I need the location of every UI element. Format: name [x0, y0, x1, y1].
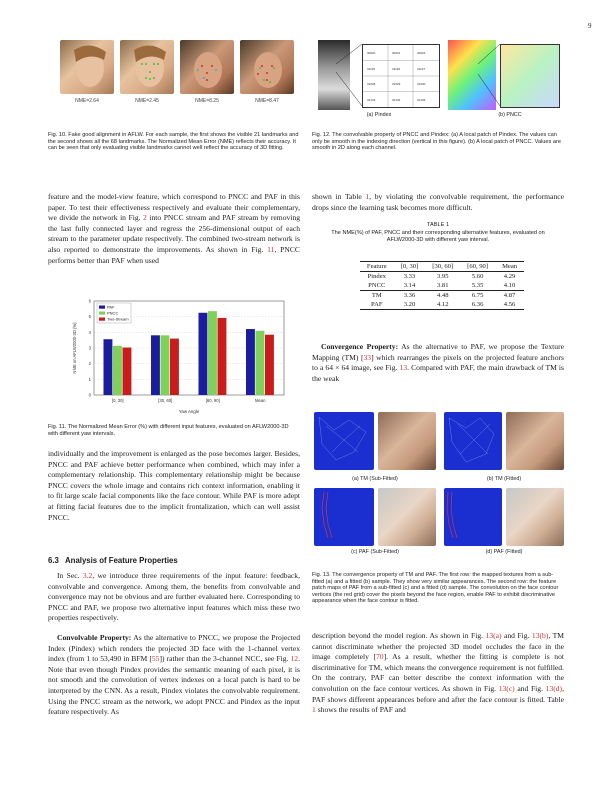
ref-link[interactable]: 70	[376, 652, 384, 662]
table-header-cell: [60, 90]	[460, 262, 495, 272]
right-paragraph-3	[312, 631, 564, 716]
text-run: , PAF shows different appearances before and after the face contour is fitted. Table	[312, 683, 564, 704]
text-run: , by violating the convolvable requirement, the performance drops since the learning task becomes more difficult.	[312, 192, 564, 212]
tm-subfitted-texture	[314, 412, 374, 470]
bar-two-stream	[123, 348, 132, 395]
text-run: ]) rather than the 3-channel NCC, see Fig.	[159, 654, 291, 664]
face-sketch-1	[60, 40, 114, 94]
bar-pncc	[113, 346, 122, 395]
legend-label: PAF	[107, 304, 115, 310]
left-paragraph-1	[48, 192, 300, 266]
table-row	[360, 291, 524, 301]
tm-fitted-texture	[444, 412, 502, 470]
mesh-overlay	[314, 412, 374, 470]
fig13-row2	[314, 488, 564, 546]
fig13-row1	[314, 412, 564, 472]
fig12-sub-b: (b) PNCC	[498, 112, 522, 118]
pindex-grid	[363, 45, 439, 107]
svg-text:31127: 31127	[417, 67, 426, 71]
face-image-2	[120, 40, 174, 94]
table1-caption: The NME(%) of PAF, PNCC and their corresponding alternative features, evaluated on AFLW2000-3D with different yaw interval.	[331, 230, 545, 243]
paragraph-heading: Convolvable Property:	[57, 633, 132, 642]
text-run: As the alternative to PAF, we propose the Texture Mapping (TM) [	[312, 342, 564, 362]
ref-link[interactable]: 2	[143, 213, 147, 223]
fig13-sub-a: (a) TM (Sub-Fitted)	[352, 476, 398, 482]
y-tick-label: 5	[88, 314, 91, 320]
table-cell: 3.81	[425, 281, 460, 291]
face-image-1	[60, 40, 114, 94]
nme-label-4: NME=8.47	[255, 98, 279, 104]
table-cell: PNCC	[360, 281, 394, 291]
svg-text:32134: 32134	[392, 98, 401, 102]
table-cell: 5.35	[460, 281, 495, 291]
pindex-zoom-table	[362, 44, 440, 108]
face-landmarks-4	[240, 40, 294, 94]
table-header-row	[360, 262, 524, 272]
y-tick-label: 1	[88, 376, 91, 382]
text-run: . Note that even though Pindex provides the semantic meaning of each pixel, it is not smooth and the convolution of vertex indexes on a local patch is hard to be interpreted by the CNN. As a result, Pindex violates the convolvable requirement. Using the PNCC stream as the network, we adopt PNCC and Pindex as the input feature respectively. As	[48, 654, 300, 717]
table-cell: PAF	[360, 300, 394, 310]
x-tick-label: [30, 60]	[158, 398, 173, 403]
table-row	[360, 300, 524, 310]
svg-text:31628: 31628	[367, 82, 376, 86]
face-image-4	[240, 40, 294, 94]
text-run: , PNCC performs better than PAF when used	[48, 244, 300, 265]
tm-fitted-face	[506, 412, 564, 470]
chart-svg	[68, 297, 290, 417]
paf-contour-grid	[314, 488, 374, 546]
bar-paf	[246, 329, 255, 395]
text-run: , we introduce three requirements of the input feature: feedback, convolvable and convergence. Among them, the benefits from convolvable and convergence may not be obvious and are further evaluated here. Corresponding to PNCC and PAF, we propose two alternative input features which miss these two properties respectively.	[48, 571, 300, 623]
table-cell: 4.29	[503, 273, 516, 280]
fig12-pindex-panel	[318, 40, 440, 110]
nme-label-2: NME=2.45	[135, 98, 159, 104]
table-cell: 3.36	[403, 292, 416, 299]
text-run: individually and the improvement is enlarged as the pose becomes larger. Besides, PNCC and PAF achieve better performance when combined, which may infer a complementary relationship. This complementary relationship might be because PNCC covers the whole image and contains rich context information, enabling it to fit large scale facial components like the face contour. While PAF is more adept at fitting facial features due to the implicit frontalization, which can well assist PNCC.	[48, 449, 300, 522]
bar-two-stream	[218, 318, 227, 395]
paf-subfitted-face	[378, 488, 436, 546]
section-heading: 6.3 Analysis of Feature Properties	[48, 556, 178, 565]
svg-text:30621: 30621	[392, 51, 401, 55]
page-number: 9	[588, 22, 592, 30]
legend-label: PNCC	[107, 310, 119, 316]
table-cell: 4.48	[436, 292, 449, 299]
paf-contour-grid	[444, 488, 502, 546]
y-tick-label: 3	[88, 345, 91, 351]
paf-fitted-texture	[444, 488, 502, 546]
fig10-images	[60, 40, 296, 106]
ref-link[interactable]: 11	[267, 244, 275, 254]
svg-text:31630: 31630	[417, 82, 426, 86]
ref-link[interactable]: 13(b)	[531, 631, 549, 640]
pncc-zoom-table	[500, 44, 560, 108]
nme-label-1: NME=2.64	[75, 98, 99, 104]
legend-swatch	[99, 318, 105, 321]
svg-text:31126: 31126	[392, 67, 401, 71]
text-run: . Compared with PAF, the main drawback of TM is the weak	[312, 363, 564, 383]
mesh-overlay	[444, 412, 502, 470]
table-cell: 5.60	[471, 273, 484, 280]
table-cell: Pindex	[367, 273, 386, 280]
svg-text:30622: 30622	[417, 51, 426, 55]
bar-pncc	[161, 335, 170, 395]
legend-swatch	[99, 312, 105, 315]
paf-subfitted-texture	[314, 488, 374, 546]
tm-subfitted-face	[378, 412, 436, 470]
bar-paf	[199, 313, 208, 395]
bar-paf	[104, 339, 113, 395]
fig13-caption: Fig. 13. The convergence property of TM and PAF. The first row: the mapped textures from a sub-fitted (a) and a fitted (b) sample. They show very similar appearances. The second row: the feature patch maps of PAF from a sub-fitted (c) and a fitted (d) sample. The convolution on the face contour vertices (the red grid) cover the pixels beyond the face region, enable PAF to exhibit discriminative appearance when the face contour is fitted.	[312, 572, 559, 605]
table-cell: 6.75	[471, 292, 484, 299]
fig11-chart	[68, 297, 290, 417]
fig13-sub-c: (c) PAF (Sub-Fitted)	[351, 549, 399, 555]
x-tick-label: [0, 30]	[111, 398, 124, 403]
legend-label: Two-Stream	[107, 316, 129, 322]
svg-text:32133: 32133	[367, 98, 376, 102]
y-tick-label: 2	[88, 361, 91, 367]
svg-text:30620: 30620	[367, 51, 376, 55]
nme-label-3: NME=8.25	[195, 98, 219, 104]
x-axis-label: Yaw Angle	[178, 409, 200, 414]
text-run: and Fig.	[514, 683, 546, 693]
paf-fitted-face	[506, 488, 564, 546]
bar-pncc	[256, 331, 265, 395]
x-tick-label: Mean	[255, 398, 266, 403]
bar-paf	[151, 335, 160, 395]
text-run: shows the results of PAF and	[315, 705, 406, 715]
table-header-cell: [30, 60]	[425, 262, 460, 272]
text-run: description beyond the model region. As shown in Fig.	[312, 631, 486, 640]
ref-link[interactable]: 12	[290, 654, 299, 664]
fig11-caption: Fig. 11. The Normalized Mean Error (%) with different input features, evaluated on AFLW2000-3D with different yaw intervals.	[48, 424, 289, 437]
table-cell: 3.33	[403, 273, 416, 280]
bar-pncc	[208, 311, 217, 395]
fig12-pncc-panel	[448, 40, 560, 110]
text-run: feature and the model-view feature, which correspond to PNCC and PAF in this paper. To test their effectiveness respectively and evaluate their complementary, we divide the network in Fig.	[48, 192, 300, 223]
left-paragraph-4	[48, 633, 300, 718]
text-run: , TM cannot discriminate whether the projected 3D model occludes the face in the image completely [	[312, 631, 564, 662]
ref-link[interactable]: 1	[312, 705, 316, 715]
table-row	[360, 281, 524, 291]
y-tick-label: 0	[88, 392, 91, 398]
svg-text:31125: 31125	[367, 67, 376, 71]
text-run: shown in Table	[312, 192, 366, 201]
legend-swatch	[99, 306, 105, 309]
table-cell: 6.36	[460, 300, 495, 310]
table-cell: 4.56	[495, 300, 524, 310]
bar-two-stream	[170, 339, 179, 395]
x-tick-label: [60, 90]	[205, 398, 220, 403]
text-run: and Fig.	[501, 631, 532, 640]
fig10-caption: Fig. 10. Fake good alignment in AFLW. For each sample, the first shows the visible 21 landmarks and the second shows all the 68 landmarks. The Normalized Mean Error (NME) reflects their accuracy. It can be seen that only evaluating visible landmarks cannot well reflect the accuracy of 3D fitting.	[48, 132, 299, 152]
right-paragraph-2	[312, 342, 564, 384]
results-table	[360, 261, 524, 310]
svg-text:31629: 31629	[392, 82, 401, 86]
right-paragraph-1	[312, 192, 564, 213]
ref-link[interactable]: 3.2	[82, 571, 93, 580]
ref-link[interactable]: 13(c)	[498, 683, 515, 693]
table1-title: TABLE 1	[427, 222, 449, 228]
text-run: As the alternative to PNCC, we propose the Projected Index (Pindex) which renders the projected 3D face with the 1-channel vertex index (from 1 to 53,490 in BFM [	[48, 633, 300, 664]
table-row	[360, 272, 524, 282]
face-image-3	[180, 40, 234, 94]
fig13-sub-d: (d) PAF (Fitted)	[485, 549, 523, 555]
paragraph-heading: Convergence Property:	[321, 342, 399, 351]
text-run: into PNCC stream and PAF stream by removing the last fully connected layer and regress the 256-dimensional output of each stream to the parameter update respectively. The combined two-stream network is also reported to demonstrate the improvements. As shown in Fig.	[48, 213, 301, 254]
fig12-sub-a: (a) Pindex	[366, 112, 392, 118]
table1-wrapper	[342, 261, 542, 310]
fig13-sub-b: (b) TM (Fitted)	[486, 476, 522, 482]
ref-link[interactable]: 55	[151, 654, 160, 664]
table-header-cell: [0, 30]	[394, 262, 426, 272]
table-header-cell: Feature	[360, 262, 394, 272]
table-cell: TM	[371, 292, 382, 299]
table-cell: 3.95	[436, 273, 449, 280]
ref-link[interactable]: 13(d)	[545, 683, 563, 693]
left-paragraph-3	[48, 571, 300, 624]
y-tick-label: 4	[88, 329, 91, 335]
ref-link[interactable]: 33	[363, 352, 372, 362]
ref-link[interactable]: 1	[365, 192, 370, 201]
table-cell: 4.10	[495, 281, 524, 291]
text-run: ] which rearranges the pixels on the projected feature anchors to a 64 × 64 image, see Fig.	[312, 352, 564, 373]
fig12-caption: Fig. 12. The convolvable property of PNCC and Pindex: (a) A local patch of Pindex. The values can only be smooth in the indexing direction (vertical in this figure). (b) A local patch of PNCC. Values are smooth in 2D along each channel.	[312, 132, 561, 152]
table-cell: 4.12	[425, 300, 460, 310]
left-paragraph-2	[48, 449, 300, 523]
text-run: In Sec.	[57, 571, 83, 580]
y-tick-label: 6	[88, 298, 91, 304]
table-cell: 4.87	[503, 292, 516, 299]
y-axis-label: NME on AFLW2000-3D (%)	[72, 322, 77, 374]
ref-link[interactable]: 13	[399, 363, 408, 373]
text-run: ]. As a result, whether the fitting is complete is not discriminative for TM, which means the convergence requirement is not fulfilled. On the contrary, PAF can better describe the context information with the convolution on the face contour vertices. As shown in Fig.	[312, 652, 564, 693]
bar-two-stream	[265, 335, 274, 395]
face-landmarks-3	[180, 40, 234, 94]
table-cell: 3.14	[394, 281, 426, 291]
table-cell: 3.20	[394, 300, 426, 310]
ref-link[interactable]: 13(a)	[485, 631, 502, 640]
face-landmarks-2	[120, 40, 174, 94]
table-header-cell: Mean	[495, 262, 524, 272]
svg-text:32135: 32135	[417, 98, 426, 102]
